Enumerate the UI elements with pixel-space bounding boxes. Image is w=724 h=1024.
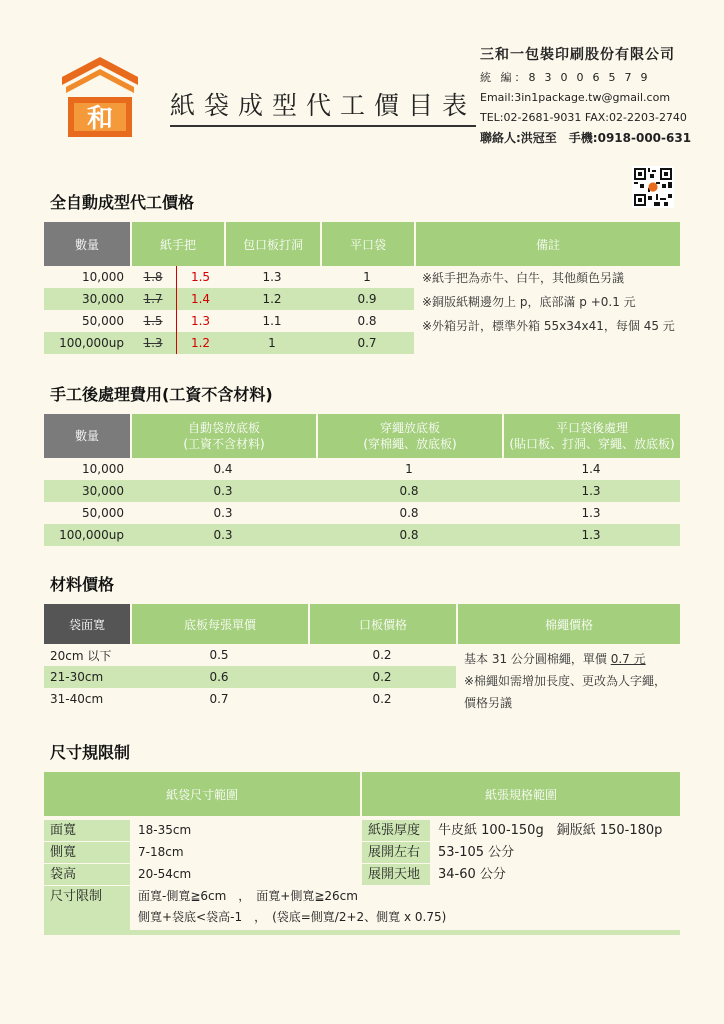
- table-header-row: [44, 604, 680, 644]
- col-header-auto-bag: 自動袋放底板 (工資不含材料): [130, 414, 316, 458]
- col-header-mouth: 口板價格: [308, 604, 456, 644]
- limit-line: 側寬+袋底<袋高-1 ， (袋底=側寬/2+2、側寬 x 0.75): [138, 910, 447, 924]
- value-cell: 0.2: [372, 692, 392, 706]
- qty-cell: 30,000: [44, 288, 130, 310]
- value-cell: 0.3: [213, 506, 233, 520]
- table-row: [44, 524, 680, 546]
- col-header-notes: 備註: [414, 222, 680, 266]
- rope-note-line: ※棉繩如需增加長度、更改為人字繩，價格另議: [464, 674, 667, 710]
- size-limit-grid: [44, 820, 680, 935]
- section-title-manual: 手工後處理費用(工資不含材料): [50, 385, 273, 404]
- section-title-material: 材料價格: [50, 575, 115, 594]
- notes-block: [422, 266, 675, 338]
- col-header-rope: 穿繩放底板 (穿棉繩、放底板): [316, 414, 502, 458]
- table-row: [44, 480, 680, 502]
- company-name: 三和一包裝印刷股份有限公司: [480, 47, 675, 63]
- section-title-size: 尺寸規限制: [50, 743, 131, 762]
- hole-price-cell: 1.1: [262, 314, 282, 328]
- value-cell: 1.3: [502, 480, 680, 502]
- col-header-hole: 包口板打洞: [224, 222, 320, 266]
- hole-price-cell: 1: [224, 332, 320, 354]
- page-title: 紙袋成型代工價目表: [170, 86, 476, 127]
- value-cell: 1: [405, 462, 413, 476]
- qty-cell: 30,000: [44, 480, 130, 502]
- value-cell: 0.2: [372, 648, 392, 662]
- tax-id: 統 編：83006579: [480, 71, 657, 84]
- handle-price-cell: 1.4: [176, 288, 224, 310]
- old-price-cell: 1.5: [143, 314, 163, 328]
- value-cell: 0.4: [213, 462, 233, 476]
- value-cell: 7-18cm: [138, 845, 184, 859]
- qty-cell: 100,000up: [44, 524, 130, 546]
- table-row: [44, 864, 680, 885]
- table-row: [44, 842, 680, 863]
- col-header-qty: 數量: [44, 222, 130, 266]
- width-cell: 20cm 以下: [50, 648, 112, 663]
- value-cell: 牛皮紙 100-150g 銅版紙 150-180p: [438, 823, 663, 838]
- value-cell: 0.8: [316, 524, 502, 546]
- company-info: [480, 48, 690, 153]
- table-row: [44, 502, 680, 524]
- label-cell: 側寬: [44, 842, 130, 863]
- value-cell: 34-60 公分: [438, 867, 506, 882]
- flat-price-cell: 0.7: [320, 332, 414, 354]
- phone-fax: TEL:02-2681-9031 FAX:02-2203-2740: [480, 111, 687, 124]
- value-cell: 0.7: [209, 692, 229, 706]
- table-row: [44, 886, 680, 930]
- svg-text:和: 和: [86, 104, 114, 134]
- label-cell: 尺寸限制: [44, 886, 130, 930]
- section-title-auto: 全自動成型代工價格: [50, 193, 195, 212]
- table-bottom-bar: [44, 930, 680, 935]
- col-header-base: 底板每張單價: [130, 604, 308, 644]
- table-header-row: [44, 414, 680, 458]
- contact-person: 聯絡人:洪冠至 手機:0918-000-631: [480, 131, 692, 145]
- limit-line: 面寬-側寬≧6cm ， 面寬+側寬≧26cm: [138, 889, 358, 903]
- handle-price-cell: 1.2: [176, 332, 224, 354]
- value-cell: 0.6: [130, 666, 308, 688]
- value-cell: 0.5: [209, 648, 229, 662]
- note-line: ※銅版紙糊邊勿上 p，底部滿 p +0.1 元: [422, 295, 636, 309]
- value-cell: 0.8: [316, 480, 502, 502]
- note-line: ※外箱另計，標準外箱 55x34x41，每個 45 元: [422, 319, 675, 333]
- col-header-qty: 數量: [44, 414, 130, 458]
- rope-note: 基本 31 公分圓棉繩，單價 0.7 元 ※棉繩如需增加長度、更改為人字繩，價格另議: [464, 648, 674, 714]
- qty-cell: 10,000: [82, 270, 124, 284]
- value-cell: 18-35cm: [138, 823, 192, 837]
- qty-cell: 100,000up: [44, 332, 130, 354]
- qty-cell: 50,000: [82, 314, 124, 328]
- handle-price-cell: 1.5: [176, 266, 224, 288]
- email: Email:3in1package.tw@gmail.com: [480, 91, 671, 104]
- col-header-paper-spec: 紙張規格範圍: [362, 772, 680, 816]
- value-cell: 53-105 公分: [438, 845, 515, 860]
- flat-price-cell: 0.9: [320, 288, 414, 310]
- col-header-flat-post: 平口袋後處理 (貼口板、打洞、穿繩、放底板): [502, 414, 680, 458]
- col-header-width: 袋面寬: [44, 604, 130, 644]
- width-cell: 21-30cm: [44, 666, 130, 688]
- hole-price-cell: 1.2: [224, 288, 320, 310]
- label-cell: 紙張厚度: [362, 820, 430, 841]
- width-cell: 31-40cm: [50, 692, 104, 706]
- hole-price-cell: 1.3: [262, 270, 282, 284]
- label-cell: 面寬: [44, 820, 130, 841]
- value-cell: 1.3: [581, 506, 601, 520]
- value-cell: 0.8: [399, 506, 419, 520]
- value-cell: 0.2: [308, 666, 456, 688]
- manual-processing-table: [44, 414, 680, 546]
- table-row: [44, 820, 680, 841]
- handle-price-cell: 1.3: [176, 310, 224, 332]
- old-price-cell: 1.3: [130, 332, 176, 354]
- label-cell: 袋高: [44, 864, 130, 885]
- value-cell: 1.4: [581, 462, 601, 476]
- old-price-cell: 1.7: [130, 288, 176, 310]
- flat-price-cell: 1: [363, 270, 371, 284]
- qty-cell: 10,000: [82, 462, 124, 476]
- col-header-rope: 棉繩價格: [456, 604, 680, 644]
- value-cell: 20-54cm: [138, 867, 192, 881]
- old-price-cell: 1.8: [143, 270, 163, 284]
- qty-cell: 50,000: [82, 506, 124, 520]
- table-header-row: [44, 222, 680, 266]
- qr-code-icon: [632, 166, 674, 208]
- rope-price: 0.7 元: [610, 652, 646, 666]
- company-logo: [60, 55, 140, 140]
- value-cell: 0.3: [130, 524, 316, 546]
- col-header-handle: 紙手把: [130, 222, 224, 266]
- table-row: [44, 458, 680, 480]
- value-cell: 0.3: [130, 480, 316, 502]
- label-cell: 展開天地: [362, 864, 430, 885]
- note-line: ※紙手把為赤牛、白牛，其他顏色另議: [422, 271, 625, 285]
- value-cell: 1.3: [502, 524, 680, 546]
- label-cell: 展開左右: [362, 842, 430, 863]
- flat-price-cell: 0.8: [357, 314, 377, 328]
- col-header-flat: 平口袋: [320, 222, 414, 266]
- col-header-bag-size: 紙袋尺寸範圍: [44, 772, 360, 816]
